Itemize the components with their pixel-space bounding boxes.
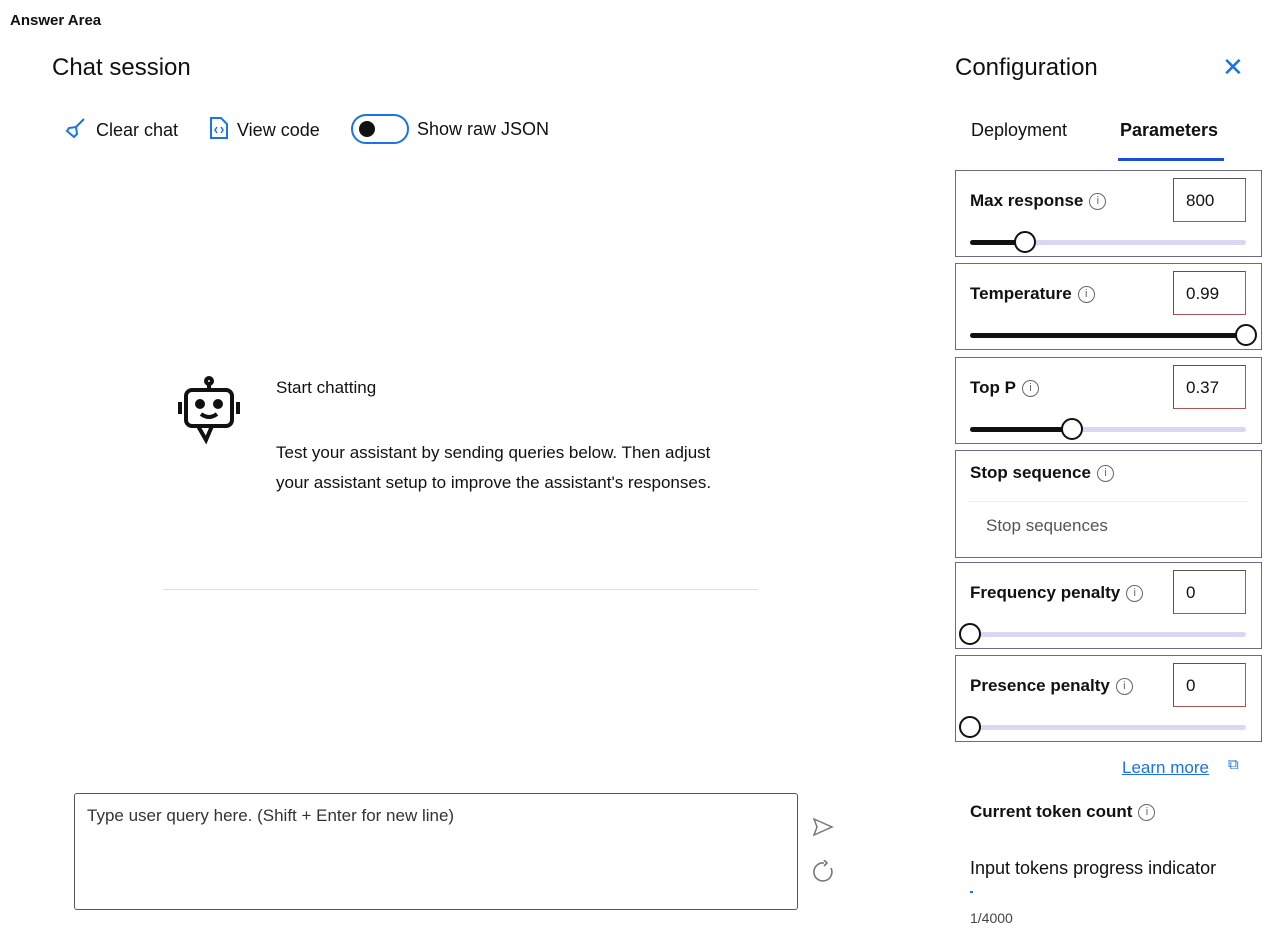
param-panel xyxy=(955,357,1262,444)
param-label: Temperature xyxy=(970,284,1072,303)
param-slider[interactable] xyxy=(970,427,1246,432)
send-icon[interactable] xyxy=(812,816,834,844)
param-value-input[interactable]: 0.37 xyxy=(1173,365,1246,409)
code-file-icon xyxy=(209,116,229,145)
token-count-title: Current token count xyxy=(970,802,1133,821)
param-slider[interactable] xyxy=(970,240,1246,245)
slider-thumb[interactable] xyxy=(1235,324,1257,346)
param-slider[interactable] xyxy=(970,333,1246,338)
start-chatting-title: Start chatting xyxy=(276,378,377,397)
info-icon[interactable]: i xyxy=(1089,193,1106,210)
param-label: Presence penalty xyxy=(970,676,1110,695)
param-label: Top P xyxy=(970,378,1016,397)
broom-icon xyxy=(64,116,88,145)
regenerate-icon[interactable] xyxy=(812,860,836,890)
answer-area-label: Answer Area xyxy=(10,12,102,29)
tab-deployment[interactable]: Deployment xyxy=(971,120,1068,140)
stop-sequence-panel xyxy=(955,450,1262,558)
close-icon[interactable]: ✕ xyxy=(1222,52,1244,82)
clear-chat-label: Clear chat xyxy=(96,120,179,140)
param-panel xyxy=(955,263,1262,350)
show-raw-json-label: Show raw JSON xyxy=(417,118,550,139)
param-label: Max response xyxy=(970,191,1084,210)
stop-sequence-label: Stop sequence xyxy=(970,463,1091,482)
stop-sequence-input[interactable]: Stop sequences xyxy=(968,501,1248,551)
clear-chat-button[interactable] xyxy=(64,116,178,145)
learn-more-link[interactable]: Learn more xyxy=(1122,758,1209,777)
param-label: Frequency penalty xyxy=(970,583,1121,602)
show-raw-json-toggle[interactable] xyxy=(351,114,549,144)
param-value-input[interactable]: 0.99 xyxy=(1173,271,1246,315)
configuration-title: Configuration xyxy=(955,54,1098,81)
slider-fill xyxy=(970,427,1072,432)
toggle-switch[interactable] xyxy=(351,114,409,144)
start-chatting-description: Test your assistant by sending queries below. Then adjust your assistant setup to improve the assistant's responses. xyxy=(276,443,712,492)
bot-icon xyxy=(176,376,242,453)
param-slider[interactable] xyxy=(970,632,1246,637)
input-tokens-label: Input tokens progress indicator xyxy=(970,858,1217,878)
slider-thumb[interactable] xyxy=(959,716,981,738)
slider-thumb[interactable] xyxy=(1014,231,1036,253)
external-link-icon: ⧉ xyxy=(1228,756,1239,773)
param-panel xyxy=(955,655,1262,742)
slider-thumb[interactable] xyxy=(959,623,981,645)
param-value-input[interactable]: 800 xyxy=(1173,178,1246,222)
info-icon[interactable]: i xyxy=(1097,465,1114,482)
param-panel xyxy=(955,170,1262,257)
user-query-input[interactable]: Type user query here. (Shift + Enter for new line) xyxy=(74,793,798,910)
divider xyxy=(163,589,758,590)
info-icon[interactable]: i xyxy=(1078,286,1095,303)
param-slider[interactable] xyxy=(970,725,1246,730)
param-panel xyxy=(955,562,1262,649)
chat-session-title: Chat session xyxy=(52,54,191,81)
view-code-label: View code xyxy=(237,120,320,140)
tab-parameters[interactable]: Parameters xyxy=(1120,120,1219,140)
slider-fill xyxy=(970,333,1246,338)
param-value-input[interactable]: 0 xyxy=(1173,663,1246,707)
param-value-input[interactable]: 0 xyxy=(1173,570,1246,614)
input-tokens-progress-bar xyxy=(970,891,973,893)
view-code-button[interactable] xyxy=(209,116,320,145)
token-count-value: 1/4000 xyxy=(970,910,1013,926)
info-icon[interactable]: i xyxy=(1116,678,1133,695)
active-tab-indicator xyxy=(1118,158,1224,161)
info-icon[interactable]: i xyxy=(1138,804,1155,821)
info-icon[interactable]: i xyxy=(1022,380,1039,397)
info-icon[interactable]: i xyxy=(1126,585,1143,602)
slider-thumb[interactable] xyxy=(1061,418,1083,440)
